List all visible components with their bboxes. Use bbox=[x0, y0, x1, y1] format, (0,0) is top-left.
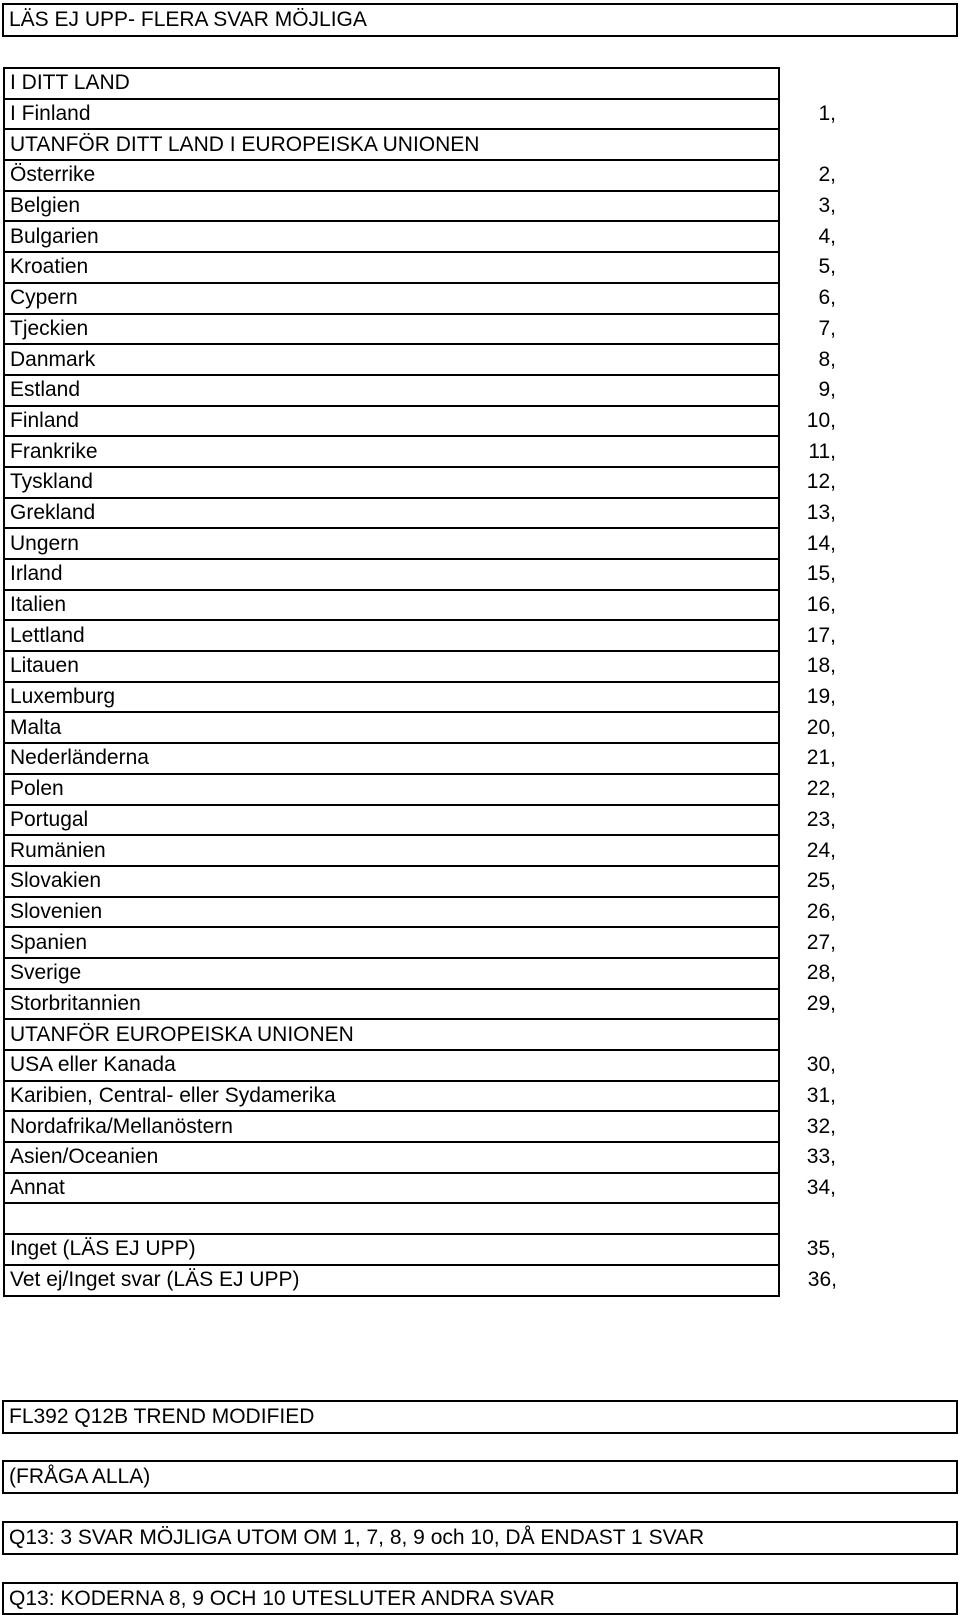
answer-option-row bbox=[4, 743, 837, 774]
answer-option-row bbox=[4, 160, 837, 191]
answer-option-code: 10, bbox=[806, 408, 836, 432]
answer-option-code: 29, bbox=[806, 991, 836, 1015]
answer-option-label: Frankrike bbox=[4, 436, 779, 467]
answer-option-row bbox=[4, 559, 837, 590]
answer-options-table bbox=[3, 67, 838, 1297]
answer-option-row bbox=[4, 1111, 837, 1142]
answer-option-row bbox=[4, 1050, 837, 1081]
answer-option-label: Belgien bbox=[4, 191, 779, 222]
answer-option-code: 28, bbox=[806, 961, 836, 985]
answer-option-code: 2, bbox=[818, 163, 836, 187]
answer-option-label: Litauen bbox=[4, 651, 779, 682]
answer-option-label: Ungern bbox=[4, 528, 779, 559]
answer-option-code: 32, bbox=[806, 1114, 836, 1138]
answer-option-code: 7, bbox=[818, 316, 836, 340]
answer-option-row bbox=[4, 1142, 837, 1173]
answer-option-label: Estland bbox=[4, 375, 779, 406]
answer-option-label: Italien bbox=[4, 590, 779, 621]
answer-option-code: 19, bbox=[806, 685, 836, 709]
answer-option-row bbox=[4, 958, 837, 989]
answer-option-row bbox=[4, 1173, 837, 1204]
answer-option-label: Annat bbox=[4, 1173, 779, 1204]
answer-option-code: 14, bbox=[806, 531, 836, 555]
answer-option-label: UTANFÖR DITT LAND I EUROPEISKA UNIONEN bbox=[4, 129, 779, 160]
answer-option-row bbox=[4, 68, 837, 99]
answer-option-code: 18, bbox=[806, 654, 836, 678]
answer-option-code: 13, bbox=[806, 500, 836, 524]
question-id-box: FL392 Q12B TREND MODIFIED bbox=[2, 1400, 958, 1434]
answer-option-row bbox=[4, 252, 837, 283]
answer-option-row bbox=[4, 897, 837, 928]
q13-answers-note: Q13: 3 SVAR MÖJLIGA UTOM OM 1, 7, 8, 9 och 10, DÅ ENDAST 1 SVAR bbox=[2, 1521, 958, 1555]
answer-option-row bbox=[4, 1019, 837, 1050]
answer-option-label: Slovenien bbox=[4, 897, 779, 928]
answer-option-row bbox=[4, 1234, 837, 1265]
answer-option-row bbox=[4, 620, 837, 651]
answer-option-label: Lettland bbox=[4, 620, 779, 651]
answer-option-row bbox=[4, 221, 837, 252]
answer-option-row bbox=[4, 989, 837, 1020]
answer-option-row bbox=[4, 436, 837, 467]
answer-option-code bbox=[779, 68, 837, 99]
answer-option-row bbox=[4, 682, 837, 713]
answer-option-code: 20, bbox=[806, 715, 836, 739]
answer-option-label: Grekland bbox=[4, 498, 779, 529]
answer-option-label: Nederländerna bbox=[4, 743, 779, 774]
answer-option-row bbox=[4, 651, 837, 682]
answer-option-code: 26, bbox=[806, 899, 836, 923]
answer-option-code: 25, bbox=[806, 869, 836, 893]
answer-option-code: 31, bbox=[806, 1084, 836, 1108]
answer-option-row bbox=[4, 314, 837, 345]
answer-option-row bbox=[4, 590, 837, 621]
answer-option-row bbox=[4, 712, 837, 743]
answer-option-label: Bulgarien bbox=[4, 221, 779, 252]
answer-option-row bbox=[4, 528, 837, 559]
answer-option-label: Polen bbox=[4, 774, 779, 805]
answer-option-label: Danmark bbox=[4, 344, 779, 375]
answer-option-code: 15, bbox=[806, 562, 836, 586]
answer-option-code: 16, bbox=[806, 593, 836, 617]
answer-option-label: Tjeckien bbox=[4, 314, 779, 345]
answer-option-code: 8, bbox=[818, 347, 836, 371]
answer-option-label: Inget (LÄS EJ UPP) bbox=[4, 1234, 779, 1265]
answer-option-code: 35, bbox=[806, 1237, 836, 1261]
answer-option-row bbox=[4, 375, 837, 406]
answer-option-code: 27, bbox=[806, 930, 836, 954]
answer-option-row bbox=[4, 283, 837, 314]
answer-option-label: I Finland bbox=[4, 99, 779, 130]
answer-options-body bbox=[4, 68, 837, 1296]
answer-option-label: Spanien bbox=[4, 927, 779, 958]
answer-option-code: 17, bbox=[806, 623, 836, 647]
answer-option-row bbox=[4, 1203, 837, 1234]
answer-option-label: Slovakien bbox=[4, 866, 779, 897]
answer-option-label: Österrike bbox=[4, 160, 779, 191]
answer-option-row bbox=[4, 498, 837, 529]
answer-option-code bbox=[779, 1019, 837, 1050]
answer-option-row bbox=[4, 129, 837, 160]
answer-option-code: 24, bbox=[806, 838, 836, 862]
answer-option-row bbox=[4, 191, 837, 222]
answer-option-row bbox=[4, 1265, 837, 1296]
answer-option-code: 9, bbox=[818, 378, 836, 402]
answer-option-code: 21, bbox=[806, 746, 836, 770]
answer-option-row bbox=[4, 344, 837, 375]
answer-option-label: Nordafrika/Mellanöstern bbox=[4, 1111, 779, 1142]
q13-codes-note: Q13: KODERNA 8, 9 OCH 10 UTESLUTER ANDRA SVAR bbox=[2, 1582, 958, 1615]
ask-all-box: (FRÅGA ALLA) bbox=[2, 1460, 958, 1494]
answer-option-label: Tyskland bbox=[4, 467, 779, 498]
answer-option-code: 23, bbox=[806, 807, 836, 831]
answer-option-code: 30, bbox=[806, 1053, 836, 1077]
answer-option-row bbox=[4, 1081, 837, 1112]
answer-option-code: 6, bbox=[818, 286, 836, 310]
answer-option-label: UTANFÖR EUROPEISKA UNIONEN bbox=[4, 1019, 779, 1050]
answer-option-row bbox=[4, 99, 837, 130]
answer-option-label: Sverige bbox=[4, 958, 779, 989]
answer-option-code bbox=[779, 129, 837, 160]
answer-option-label: Rumänien bbox=[4, 835, 779, 866]
answer-option-code: 3, bbox=[818, 194, 836, 218]
answer-option-label: Portugal bbox=[4, 805, 779, 836]
answer-option-label: Kroatien bbox=[4, 252, 779, 283]
answer-option-row bbox=[4, 805, 837, 836]
answer-option-label: Cypern bbox=[4, 283, 779, 314]
answer-option-code: 36, bbox=[807, 1268, 837, 1292]
answer-option-code bbox=[779, 1203, 837, 1234]
answer-option-label: Malta bbox=[4, 712, 779, 743]
answer-option-label: Vet ej/Inget svar (LÄS EJ UPP) bbox=[4, 1265, 779, 1296]
answer-option-row bbox=[4, 927, 837, 958]
answer-option-row bbox=[4, 406, 837, 437]
answer-option-code: 11, bbox=[808, 439, 836, 463]
answer-option-code: 12, bbox=[806, 470, 836, 494]
answer-option-label: I DITT LAND bbox=[4, 68, 779, 99]
instruction-header: LÄS EJ UPP- FLERA SVAR MÖJLIGA bbox=[2, 3, 958, 37]
answer-option-code: 22, bbox=[806, 777, 836, 801]
answer-option-row bbox=[4, 835, 837, 866]
answer-option-label bbox=[4, 1203, 779, 1234]
answer-option-code: 4, bbox=[818, 224, 836, 248]
answer-option-label: Storbritannien bbox=[4, 989, 779, 1020]
answer-option-label: Karibien, Central- eller Sydamerika bbox=[4, 1081, 779, 1112]
answer-option-label: Irland bbox=[4, 559, 779, 590]
answer-option-row bbox=[4, 774, 837, 805]
answer-option-label: Asien/Oceanien bbox=[4, 1142, 779, 1173]
answer-option-code: 1, bbox=[818, 102, 836, 126]
answer-option-label: Luxemburg bbox=[4, 682, 779, 713]
answer-option-code: 5, bbox=[818, 255, 836, 279]
answer-option-row bbox=[4, 866, 837, 897]
answer-option-code: 34, bbox=[806, 1176, 836, 1200]
answer-option-label: USA eller Kanada bbox=[4, 1050, 779, 1081]
answer-option-code: 33, bbox=[806, 1145, 836, 1169]
answer-option-row bbox=[4, 467, 837, 498]
answer-option-label: Finland bbox=[4, 406, 779, 437]
